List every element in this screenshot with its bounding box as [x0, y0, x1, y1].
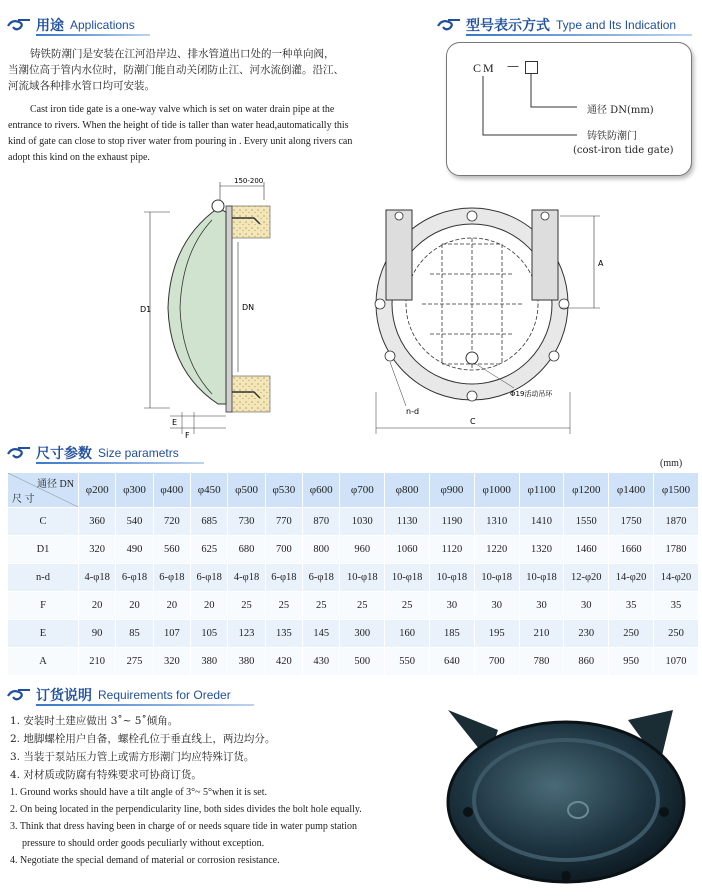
- side-view-drawing: [130, 172, 310, 442]
- table-cell: 960: [340, 536, 385, 564]
- table-cell: 540: [116, 508, 153, 536]
- section-swirl-icon: [6, 17, 32, 33]
- table-cell: 1750: [609, 508, 654, 536]
- applications-zh-line3: 河流域各种排水管口均可安装。: [8, 80, 155, 92]
- table-cell: 1780: [653, 536, 698, 564]
- table-cell: 145: [303, 620, 340, 648]
- requirements-title-en: Requirements for Oreder: [98, 688, 231, 702]
- applications-zh-line1: 铸铁防潮门是安装在江河沿岸边、排水管道出口处的一种单向阀，: [30, 48, 335, 60]
- table-cell: 1060: [385, 536, 430, 564]
- table-header-cell: φ900: [430, 473, 475, 508]
- table-cell: 1070: [653, 648, 698, 676]
- table-cell: 20: [153, 592, 190, 620]
- table-cell: 420: [265, 648, 302, 676]
- table-cell: 430: [303, 648, 340, 676]
- table-cell: 4-φ18: [79, 564, 116, 592]
- table-cell: 25: [385, 592, 430, 620]
- table-cell: 780: [519, 648, 564, 676]
- table-cell: 300: [340, 620, 385, 648]
- table-header-cell: φ1400: [609, 473, 654, 508]
- applications-title-en: Applications: [70, 18, 135, 32]
- front-view-drawing: [360, 192, 620, 442]
- requirement-en-1: 1. Ground works should have a tilt angle of 3°~ 5°when it is set.: [10, 787, 267, 798]
- table-header-cell: φ300: [116, 473, 153, 508]
- table-cell: 20: [79, 592, 116, 620]
- applications-zh-line2: 当潮位高于管内水位时，防潮门能自动关闭防止江、河水流倒灌。沿江、: [8, 64, 344, 76]
- table-cell: 1220: [474, 536, 519, 564]
- applications-heading: [6, 14, 150, 36]
- table-cell: 770: [265, 508, 302, 536]
- table-corner-cell: [8, 473, 79, 508]
- table-cell: 625: [191, 536, 228, 564]
- table-cell: 1460: [564, 536, 609, 564]
- table-cell: 320: [153, 648, 190, 676]
- table-row-label: C: [8, 508, 79, 536]
- table-cell: 870: [303, 508, 340, 536]
- table-cell: 210: [519, 620, 564, 648]
- table-cell: 685: [191, 508, 228, 536]
- table-row-label: n-d: [8, 564, 79, 592]
- table-cell: 210: [79, 648, 116, 676]
- applications-title-zh: 用途: [36, 18, 64, 34]
- table-header-cell: φ500: [228, 473, 265, 508]
- requirements-list: [10, 712, 410, 869]
- table-cell: 360: [79, 508, 116, 536]
- table-cell: 680: [228, 536, 265, 564]
- heading-underline: [36, 704, 254, 706]
- heading-underline: [36, 462, 204, 464]
- table-header-cell: φ530: [265, 473, 302, 508]
- table-cell: 10-φ18: [519, 564, 564, 592]
- table-cell: 10-φ18: [474, 564, 519, 592]
- table-cell: 1120: [430, 536, 475, 564]
- table-header-cell: φ450: [191, 473, 228, 508]
- side-dim-dn: DN: [242, 303, 255, 312]
- product-photo: [428, 700, 694, 890]
- applications-en-line4: adopt this kind on the exhaust pipe.: [8, 152, 150, 163]
- table-header-cell: φ200: [79, 473, 116, 508]
- requirement-zh-4: 4. 对材质或防腐有特殊要求可协商订货。: [10, 769, 202, 781]
- table-cell: 320: [79, 536, 116, 564]
- requirement-zh-2: 2. 地脚螺栓用户自备，螺栓孔位于垂直线上，两边均分。: [10, 733, 276, 745]
- table-cell: 950: [609, 648, 654, 676]
- type-indication-box: [446, 42, 692, 176]
- table-cell: 10-φ18: [385, 564, 430, 592]
- side-dim-e: E: [172, 418, 178, 427]
- applications-en-line1: Cast iron tide gate is a one-way valve which is set on water drain pipe at the: [30, 104, 335, 115]
- requirement-en-3: 3. Think that dress having been in charge of or needs square tide in water pump station: [10, 821, 358, 832]
- table-row: [8, 592, 699, 620]
- size-title-en: Size parametrs: [98, 446, 179, 460]
- table-body: [8, 508, 699, 676]
- table-cell: 230: [564, 620, 609, 648]
- corner-dn-label: 通径 DN: [37, 479, 74, 490]
- table-row: [8, 648, 699, 676]
- table-cell: 20: [116, 592, 153, 620]
- table-cell: 30: [519, 592, 564, 620]
- section-swirl-icon: [436, 17, 462, 33]
- table-header-cell: φ600: [303, 473, 340, 508]
- applications-en-line2: entrance to rivers. When the height of tide is taller than water head,automatically this: [8, 120, 349, 131]
- table-cell: 35: [609, 592, 654, 620]
- side-dim-top: 150-200: [234, 177, 264, 185]
- table-cell: 90: [79, 620, 116, 648]
- table-cell: 1870: [653, 508, 698, 536]
- type-heading: [436, 14, 692, 36]
- table-header-row: [8, 473, 699, 508]
- front-dim-a: A: [598, 259, 604, 268]
- requirement-en-3-cont: pressure to should order goods peculiarly without exception.: [22, 838, 265, 849]
- table-cell: 1030: [340, 508, 385, 536]
- table-cell: 30: [564, 592, 609, 620]
- type-code: CM: [473, 61, 496, 75]
- table-cell: 12-φ20: [564, 564, 609, 592]
- table-cell: 1550: [564, 508, 609, 536]
- table-cell: 35: [653, 592, 698, 620]
- heading-underline: [466, 34, 692, 36]
- table-cell: 1410: [519, 508, 564, 536]
- table-header-cell: φ1200: [564, 473, 609, 508]
- table-cell: 250: [653, 620, 698, 648]
- requirement-en-2: 2. On being located in the perpendicularity line, both sides divides the bolt hole equally.: [10, 804, 362, 815]
- table-cell: 10-φ18: [340, 564, 385, 592]
- table-header-cell: φ1500: [653, 473, 698, 508]
- table-cell: 6-φ18: [153, 564, 190, 592]
- table-cell: 20: [191, 592, 228, 620]
- table-cell: 6-φ18: [265, 564, 302, 592]
- table-cell: 25: [303, 592, 340, 620]
- table-cell: 85: [116, 620, 153, 648]
- table-cell: 730: [228, 508, 265, 536]
- table-header-cell: φ700: [340, 473, 385, 508]
- table-cell: 4-φ18: [228, 564, 265, 592]
- table-row-label: D1: [8, 536, 79, 564]
- table-cell: 860: [564, 648, 609, 676]
- table-cell: 1660: [609, 536, 654, 564]
- front-dim-c: C: [470, 417, 476, 426]
- type-title-zh: 型号表示方式: [466, 18, 550, 34]
- table-row-label: E: [8, 620, 79, 648]
- table-cell: 1190: [430, 508, 475, 536]
- table-cell: 560: [153, 536, 190, 564]
- table-cell: 275: [116, 648, 153, 676]
- requirements-title-zh: 订货说明: [36, 688, 92, 704]
- table-row: [8, 564, 699, 592]
- section-swirl-icon: [6, 445, 32, 461]
- type-dash: —: [507, 59, 519, 73]
- type-label-dn: 通径 DN(mm): [587, 105, 654, 116]
- table-cell: 380: [228, 648, 265, 676]
- table-cell: 800: [303, 536, 340, 564]
- table-cell: 700: [265, 536, 302, 564]
- table-cell: 6-φ18: [303, 564, 340, 592]
- table-cell: 185: [430, 620, 475, 648]
- table-cell: 250: [609, 620, 654, 648]
- table-cell: 500: [340, 648, 385, 676]
- table-cell: 107: [153, 620, 190, 648]
- table-cell: 490: [116, 536, 153, 564]
- table-row-label: A: [8, 648, 79, 676]
- type-label-gate-en: (cost-iron tide gate): [573, 145, 674, 156]
- table-row-label: F: [8, 592, 79, 620]
- table-cell: 720: [153, 508, 190, 536]
- size-table: [7, 472, 699, 676]
- table-cell: 25: [340, 592, 385, 620]
- table-header-cell: φ1000: [474, 473, 519, 508]
- table-row: [8, 508, 699, 536]
- table-cell: 10-φ18: [430, 564, 475, 592]
- table-cell: 550: [385, 648, 430, 676]
- table-cell: 160: [385, 620, 430, 648]
- table-cell: 380: [191, 648, 228, 676]
- table-cell: 640: [430, 648, 475, 676]
- table-cell: 25: [265, 592, 302, 620]
- table-cell: 195: [474, 620, 519, 648]
- table-cell: 1130: [385, 508, 430, 536]
- table-cell: 135: [265, 620, 302, 648]
- table-cell: 30: [474, 592, 519, 620]
- type-title-en: Type and Its Indication: [556, 18, 677, 32]
- table-cell: 14-φ20: [653, 564, 698, 592]
- requirement-zh-1: 1. 安装时土建应做出 3˚~ 5˚倾角。: [10, 715, 179, 727]
- requirement-en-4: 4. Negotiate the special demand of material or corrosion resistance.: [10, 855, 280, 866]
- table-cell: 6-φ18: [116, 564, 153, 592]
- table-cell: 1320: [519, 536, 564, 564]
- table-cell: 14-φ20: [609, 564, 654, 592]
- table-row: [8, 536, 699, 564]
- size-unit: (mm): [660, 458, 683, 469]
- table-header-cell: φ1100: [519, 473, 564, 508]
- heading-underline: [36, 34, 150, 36]
- table-cell: 1310: [474, 508, 519, 536]
- front-dim-nd: n-d: [406, 407, 420, 416]
- table-cell: 123: [228, 620, 265, 648]
- table-cell: 700: [474, 648, 519, 676]
- side-dim-d1: D1: [140, 305, 152, 314]
- table-header-cell: φ800: [385, 473, 430, 508]
- table-cell: 6-φ18: [191, 564, 228, 592]
- type-label-gate-zh: 铸铁防潮门: [587, 131, 637, 142]
- front-ring-label: Φ19活动吊环: [510, 390, 553, 398]
- side-dim-f: F: [185, 431, 190, 440]
- table-cell: 25: [228, 592, 265, 620]
- requirements-heading: [6, 684, 254, 706]
- size-title-zh: 尺寸参数: [36, 446, 92, 462]
- section-swirl-icon: [6, 687, 32, 703]
- table-header-cell: φ400: [153, 473, 190, 508]
- table-cell: 30: [430, 592, 475, 620]
- corner-size-label: 尺 寸: [12, 494, 35, 505]
- applications-en-line3: kind of gate can close to stop river water from pouring in . Every unit along rivers can: [8, 136, 353, 147]
- size-heading: [6, 442, 204, 464]
- table-cell: 105: [191, 620, 228, 648]
- requirement-zh-3: 3. 当装于泵站压力管上或需方形潮门均应特殊订货。: [10, 751, 255, 763]
- table-row: [8, 620, 699, 648]
